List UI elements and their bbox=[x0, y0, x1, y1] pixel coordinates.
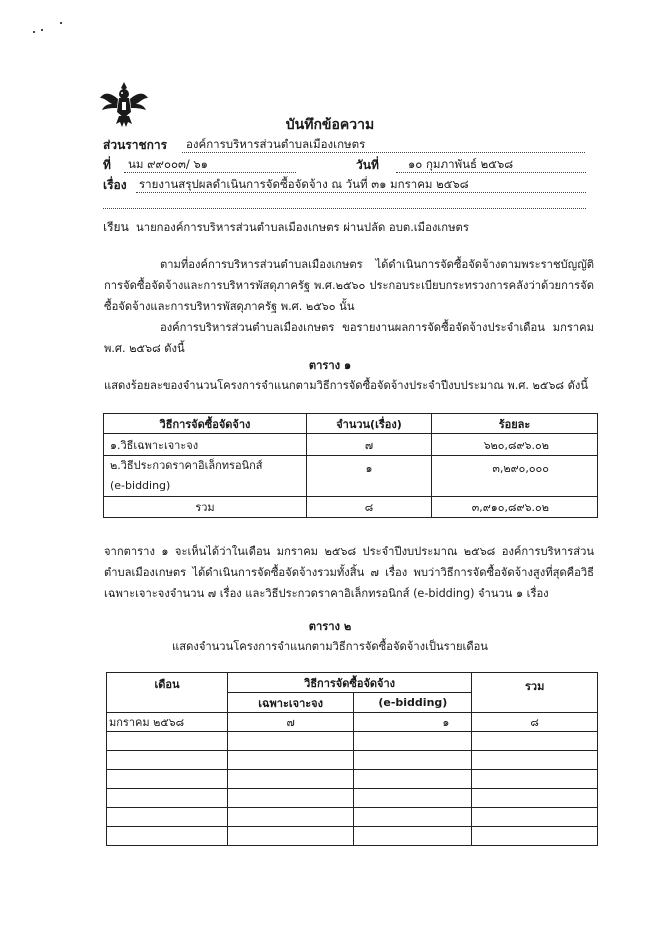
table2-title: ตาราง ๒ bbox=[308, 620, 352, 633]
table2-header-specific: เฉพาะเจาะจง bbox=[227, 693, 353, 713]
date-dotted-line bbox=[396, 172, 586, 173]
body-paragraph-2: องค์การบริหารส่วนตำบลเมืองเกษตร ขอรายงานผลการจัดซื้อจัดจ้างประจำเดือน มกราคม พ.ศ. ๒๕๖๘ ดังนี้ bbox=[104, 321, 594, 355]
table-row bbox=[107, 713, 598, 732]
table-row bbox=[104, 497, 598, 518]
date-label: วันที่ bbox=[356, 158, 379, 172]
agency-dotted-line bbox=[182, 152, 585, 153]
table1-header-count: จำนวน(เรื่อง) bbox=[307, 414, 432, 434]
table1-title: ตาราง ๑ bbox=[308, 359, 352, 372]
table-row bbox=[107, 770, 598, 789]
table1-row2-method bbox=[104, 456, 307, 497]
body-paragraph-1: ตามที่องค์การบริหารส่วนตำบลเมืองเกษตร ได้ดำเนินการจัดซื้อจัดจ้างตามพระราชบัญญัติการจัดซื้อจัดจ้างและการบริหารพัสดุภาครัฐ พ.ศ.๒๕๖๐ ประกอบระเบียบกระทรวงการคลังว่าด้วยการจัดซื้อจัดจ้างและการบริหารพัสดุภาครัฐ พ.ศ. ๒๕๖๐ นั้น bbox=[104, 258, 594, 313]
table2-header-ebidding: (e-bidding) bbox=[354, 693, 472, 713]
table1-row2-percent: ๓,๒๙๐,๐๐๐ bbox=[432, 456, 598, 497]
ref-value: นม ๙๙๐๐๓/ ๖๑ bbox=[128, 157, 208, 171]
table1-total-percent: ๓,๙๑๐,๘๙๖.๐๒ bbox=[432, 497, 598, 518]
subject-dotted-line bbox=[136, 192, 586, 193]
body-paragraph-3: จากตาราง ๑ จะเห็นได้ว่าในเดือน มกราคม ๒๕๖๘ ประจำปีงบประมาณ ๒๕๖๘ องค์การบริหารส่วนตำบลเมืองเกษตร ได้ดำเนินการจัดซื้อจัดจ้างรวมทั้งสิ้น ๗ เรื่อง พบว่าวิธีการจัดซื้อจัดจ้างสูงที่สุดคือวิธีเฉพาะเจาะจงจำนวน ๗ เรื่อง และวิธีประกวดราคาอิเล็กทรอนิกส์ (e-bidding) จำนวน ๑ เรื่อง bbox=[104, 545, 594, 600]
scan-speck bbox=[33, 31, 35, 33]
subject-value: รายงานสรุปผลดำเนินการจัดซื้อจัดจ้าง ณ วันที่ ๓๑ มกราคม ๒๕๖๘ bbox=[139, 177, 469, 191]
table1-caption: แสดงร้อยละของจำนวนโครงการจำแนกตามวิธีการจัดซื้อจัดจ้างประจำปีงบประมาณ พ.ศ. ๒๕๖๘ ดังนี้ bbox=[104, 379, 588, 392]
date-value: ๑๐ กุมภาพันธ์ ๒๕๖๘ bbox=[408, 157, 514, 171]
table1-header-method: วิธีการจัดซื้อจัดจ้าง bbox=[104, 414, 307, 434]
table-row bbox=[107, 827, 598, 846]
table2-header-month: เดือน bbox=[107, 673, 228, 713]
table-row bbox=[107, 732, 598, 751]
table1-row2-method-line1: ๒.วิธีประกวดราคาอิเล็กทรอนิกส์ bbox=[110, 459, 263, 472]
table1-row1-method: ๑.วิธีเฉพาะเจาะจง bbox=[104, 434, 307, 456]
table1-row2-method-line2: (e-bidding) bbox=[110, 479, 171, 492]
agency-value: องค์การบริหารส่วนตำบลเมืองเกษตร bbox=[186, 137, 366, 151]
table2-header-group: วิธีการจัดซื้อจัดจ้าง bbox=[227, 673, 471, 693]
table2 bbox=[106, 672, 598, 846]
table2-header-total: รวม bbox=[472, 673, 598, 713]
to-label: เรียน bbox=[103, 220, 129, 234]
subject-label: เรื่อง bbox=[103, 178, 127, 192]
ref-label: ที่ bbox=[103, 158, 111, 172]
scan-speck bbox=[60, 22, 62, 24]
table-row bbox=[104, 434, 598, 456]
table2-row1-total: ๘ bbox=[472, 713, 598, 732]
table2-caption: แสดงจำนวนโครงการจำแนกตามวิธีการจัดซื้อจัดจ้างเป็นรายเดือน bbox=[172, 640, 488, 653]
table-row bbox=[104, 456, 598, 497]
table1-total-label: รวม bbox=[104, 497, 307, 518]
table2-row1-month: มกราคม ๒๕๖๘ bbox=[107, 713, 228, 732]
table-row bbox=[107, 789, 598, 808]
scan-speck bbox=[41, 29, 43, 31]
to-value: นายกองค์การบริหารส่วนตำบลเมืองเกษตร ผ่านปลัด อบต.เมืองเกษตร bbox=[136, 221, 469, 234]
table-row bbox=[107, 751, 598, 770]
table1-row2-count: ๑ bbox=[307, 456, 432, 497]
table1 bbox=[103, 413, 598, 518]
agency-label: ส่วนราชการ bbox=[103, 138, 168, 152]
ref-dotted-line bbox=[124, 172, 296, 173]
table-row bbox=[107, 808, 598, 827]
table2-row1-ebidding: ๑ bbox=[354, 713, 472, 732]
memo-title: บันทึกข้อความ bbox=[285, 117, 375, 133]
subject-dotted-line-2 bbox=[103, 208, 586, 209]
table2-row1-specific: ๗ bbox=[227, 713, 353, 732]
table1-header-percent: ร้อยละ bbox=[432, 414, 598, 434]
table1-total-count: ๘ bbox=[307, 497, 432, 518]
table1-row1-percent: ๖๒๐,๘๙๖.๐๒ bbox=[432, 434, 598, 456]
table1-row1-count: ๗ bbox=[307, 434, 432, 456]
